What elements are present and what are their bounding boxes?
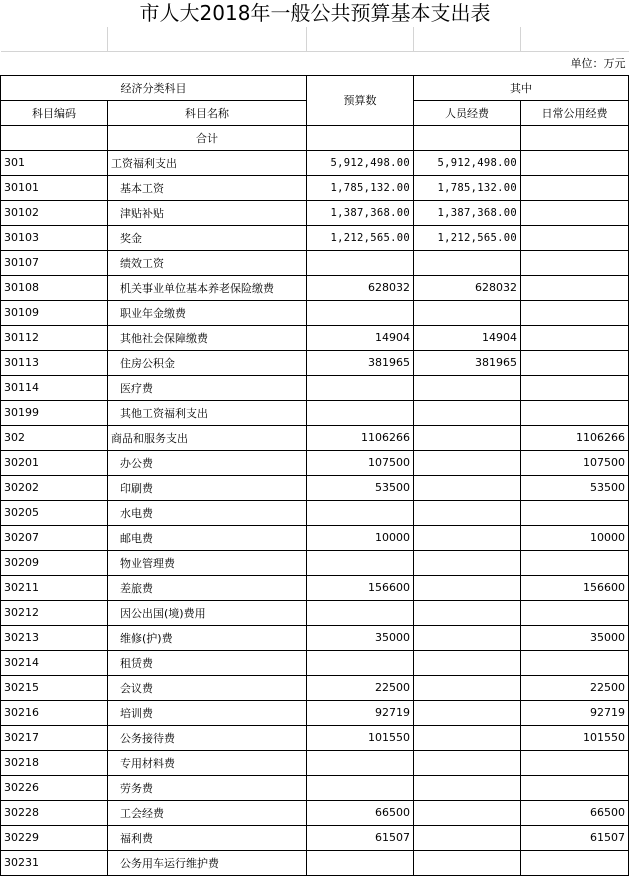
table-row	[1, 400, 629, 425]
row-personnel	[414, 700, 521, 725]
row-code: 30229	[1, 825, 108, 850]
row-public: 107500	[521, 450, 629, 475]
total-label: 合计	[108, 125, 307, 150]
row-budget: 1,212,565.00	[307, 225, 414, 250]
row-code: 30113	[1, 350, 108, 375]
row-public: 35000	[521, 625, 629, 650]
row-name: 培训费	[108, 700, 307, 725]
row-personnel: 1,387,368.00	[414, 200, 521, 225]
row-name: 印刷费	[108, 475, 307, 500]
row-name: 公务用车运行维护费	[108, 850, 307, 875]
row-name: 商品和服务支出	[108, 425, 307, 450]
row-code: 30107	[1, 250, 108, 275]
row-code: 30101	[1, 175, 108, 200]
row-name: 福利费	[108, 825, 307, 850]
row-personnel	[414, 725, 521, 750]
row-public	[521, 750, 629, 775]
row-name: 绩效工资	[108, 250, 307, 275]
row-code: 30216	[1, 700, 108, 725]
table-row	[1, 325, 629, 350]
table-row	[1, 450, 629, 475]
row-code: 30211	[1, 575, 108, 600]
row-public	[521, 600, 629, 625]
row-public	[521, 275, 629, 300]
name-header: 科目名称	[108, 100, 307, 125]
table-row	[1, 425, 629, 450]
table-row	[1, 200, 629, 225]
row-code: 30109	[1, 300, 108, 325]
row-personnel	[414, 825, 521, 850]
row-name: 物业管理费	[108, 550, 307, 575]
row-personnel	[414, 375, 521, 400]
table-row	[1, 300, 629, 325]
row-code: 30207	[1, 525, 108, 550]
row-code: 30214	[1, 650, 108, 675]
table-row	[1, 350, 629, 375]
row-name: 基本工资	[108, 175, 307, 200]
row-personnel	[414, 400, 521, 425]
row-personnel: 1,212,565.00	[414, 225, 521, 250]
table-row	[1, 375, 629, 400]
table-row	[1, 750, 629, 775]
row-personnel: 628032	[414, 275, 521, 300]
row-public: 61507	[521, 825, 629, 850]
row-code: 30103	[1, 225, 108, 250]
table-row	[1, 275, 629, 300]
row-code: 30228	[1, 800, 108, 825]
row-personnel	[414, 625, 521, 650]
row-personnel: 381965	[414, 350, 521, 375]
row-code: 30215	[1, 675, 108, 700]
table-row	[1, 775, 629, 800]
row-name: 专用材料费	[108, 750, 307, 775]
row-personnel	[414, 475, 521, 500]
row-personnel	[414, 775, 521, 800]
row-personnel	[414, 750, 521, 775]
row-personnel	[414, 800, 521, 825]
row-personnel: 5,912,498.00	[414, 150, 521, 175]
row-public	[521, 550, 629, 575]
row-budget	[307, 750, 414, 775]
row-name: 办公费	[108, 450, 307, 475]
row-public	[521, 650, 629, 675]
row-name: 工资福利支出	[108, 150, 307, 175]
table-row	[1, 600, 629, 625]
row-personnel: 14904	[414, 325, 521, 350]
row-name: 津贴补贴	[108, 200, 307, 225]
row-name: 公务接待费	[108, 725, 307, 750]
row-personnel	[414, 525, 521, 550]
row-budget	[307, 650, 414, 675]
row-code: 30231	[1, 850, 108, 875]
econ-class-header: 经济分类科目	[1, 75, 307, 100]
row-name: 医疗费	[108, 375, 307, 400]
row-budget: 1,785,132.00	[307, 175, 414, 200]
row-public	[521, 850, 629, 875]
row-public	[521, 250, 629, 275]
row-public: 22500	[521, 675, 629, 700]
row-personnel: 1,785,132.00	[414, 175, 521, 200]
row-name: 其他工资福利支出	[108, 400, 307, 425]
table-row	[1, 225, 629, 250]
row-budget: 22500	[307, 675, 414, 700]
row-public	[521, 400, 629, 425]
row-public	[521, 375, 629, 400]
row-personnel	[414, 850, 521, 875]
personnel-header: 人员经费	[414, 100, 521, 125]
table-row	[1, 475, 629, 500]
row-personnel	[414, 575, 521, 600]
row-budget: 92719	[307, 700, 414, 725]
row-public	[521, 225, 629, 250]
table-row	[1, 650, 629, 675]
row-code: 30226	[1, 775, 108, 800]
header-row-1	[1, 75, 629, 100]
row-budget: 10000	[307, 525, 414, 550]
row-code: 301	[1, 150, 108, 175]
row-budget	[307, 550, 414, 575]
row-public: 156600	[521, 575, 629, 600]
row-public	[521, 325, 629, 350]
row-public: 1106266	[521, 425, 629, 450]
row-personnel	[414, 300, 521, 325]
row-public	[521, 500, 629, 525]
table-row	[1, 550, 629, 575]
row-name: 租赁费	[108, 650, 307, 675]
row-code: 30202	[1, 475, 108, 500]
row-budget	[307, 375, 414, 400]
row-budget: 14904	[307, 325, 414, 350]
row-budget: 1106266	[307, 425, 414, 450]
row-budget: 101550	[307, 725, 414, 750]
row-code: 30112	[1, 325, 108, 350]
row-code: 30108	[1, 275, 108, 300]
row-personnel	[414, 500, 521, 525]
public-header: 日常公用经费	[521, 100, 629, 125]
row-code: 30201	[1, 450, 108, 475]
row-budget	[307, 850, 414, 875]
row-budget	[307, 250, 414, 275]
code-header: 科目编码	[1, 100, 108, 125]
table-row	[1, 675, 629, 700]
row-code: 30212	[1, 600, 108, 625]
row-budget: 61507	[307, 825, 414, 850]
row-name: 水电费	[108, 500, 307, 525]
table-row	[1, 500, 629, 525]
row-name: 差旅费	[108, 575, 307, 600]
row-public	[521, 350, 629, 375]
table-row	[1, 150, 629, 175]
row-code: 302	[1, 425, 108, 450]
row-public	[521, 150, 629, 175]
row-personnel	[414, 650, 521, 675]
budget-table	[0, 27, 629, 876]
row-name: 因公出国(境)费用	[108, 600, 307, 625]
row-code: 30218	[1, 750, 108, 775]
row-public	[521, 775, 629, 800]
row-budget	[307, 600, 414, 625]
row-code: 30205	[1, 500, 108, 525]
row-public: 101550	[521, 725, 629, 750]
row-personnel	[414, 600, 521, 625]
table-row	[1, 250, 629, 275]
row-name: 机关事业单位基本养老保险缴费	[108, 275, 307, 300]
row-public: 10000	[521, 525, 629, 550]
row-budget: 35000	[307, 625, 414, 650]
row-code: 30209	[1, 550, 108, 575]
table-row	[1, 800, 629, 825]
row-code: 30199	[1, 400, 108, 425]
row-code: 30213	[1, 625, 108, 650]
row-budget: 53500	[307, 475, 414, 500]
row-budget: 381965	[307, 350, 414, 375]
total-row	[1, 125, 629, 150]
row-budget	[307, 300, 414, 325]
row-public	[521, 175, 629, 200]
row-budget	[307, 400, 414, 425]
table-row	[1, 700, 629, 725]
table-row	[1, 725, 629, 750]
row-name: 会议费	[108, 675, 307, 700]
row-name: 住房公积金	[108, 350, 307, 375]
row-name: 劳务费	[108, 775, 307, 800]
row-code: 30217	[1, 725, 108, 750]
row-budget: 628032	[307, 275, 414, 300]
row-budget: 156600	[307, 575, 414, 600]
row-name: 工会经费	[108, 800, 307, 825]
row-budget: 5,912,498.00	[307, 150, 414, 175]
row-name: 职业年金缴费	[108, 300, 307, 325]
budget-header: 预算数	[307, 75, 414, 125]
row-personnel	[414, 450, 521, 475]
row-budget: 66500	[307, 800, 414, 825]
row-personnel	[414, 425, 521, 450]
row-personnel	[414, 675, 521, 700]
row-name: 维修(护)费	[108, 625, 307, 650]
row-name: 奖金	[108, 225, 307, 250]
row-code: 30102	[1, 200, 108, 225]
table-row	[1, 625, 629, 650]
table-row	[1, 850, 629, 875]
blank-row	[1, 27, 629, 51]
row-public: 66500	[521, 800, 629, 825]
page-title: 市人大2018年一般公共预算基本支出表	[139, 1, 491, 25]
row-budget: 107500	[307, 450, 414, 475]
unit-row	[1, 51, 629, 75]
row-public: 53500	[521, 475, 629, 500]
row-budget	[307, 775, 414, 800]
row-public: 92719	[521, 700, 629, 725]
row-name: 邮电费	[108, 525, 307, 550]
of-which-header: 其中	[414, 75, 629, 100]
table-row	[1, 825, 629, 850]
row-public	[521, 200, 629, 225]
table-row	[1, 175, 629, 200]
row-budget: 1,387,368.00	[307, 200, 414, 225]
row-code: 30114	[1, 375, 108, 400]
row-personnel	[414, 550, 521, 575]
row-personnel	[414, 250, 521, 275]
table-row	[1, 525, 629, 550]
row-budget	[307, 500, 414, 525]
table-row	[1, 575, 629, 600]
unit-label: 单位：万元	[570, 57, 626, 70]
row-name: 其他社会保障缴费	[108, 325, 307, 350]
row-public	[521, 300, 629, 325]
